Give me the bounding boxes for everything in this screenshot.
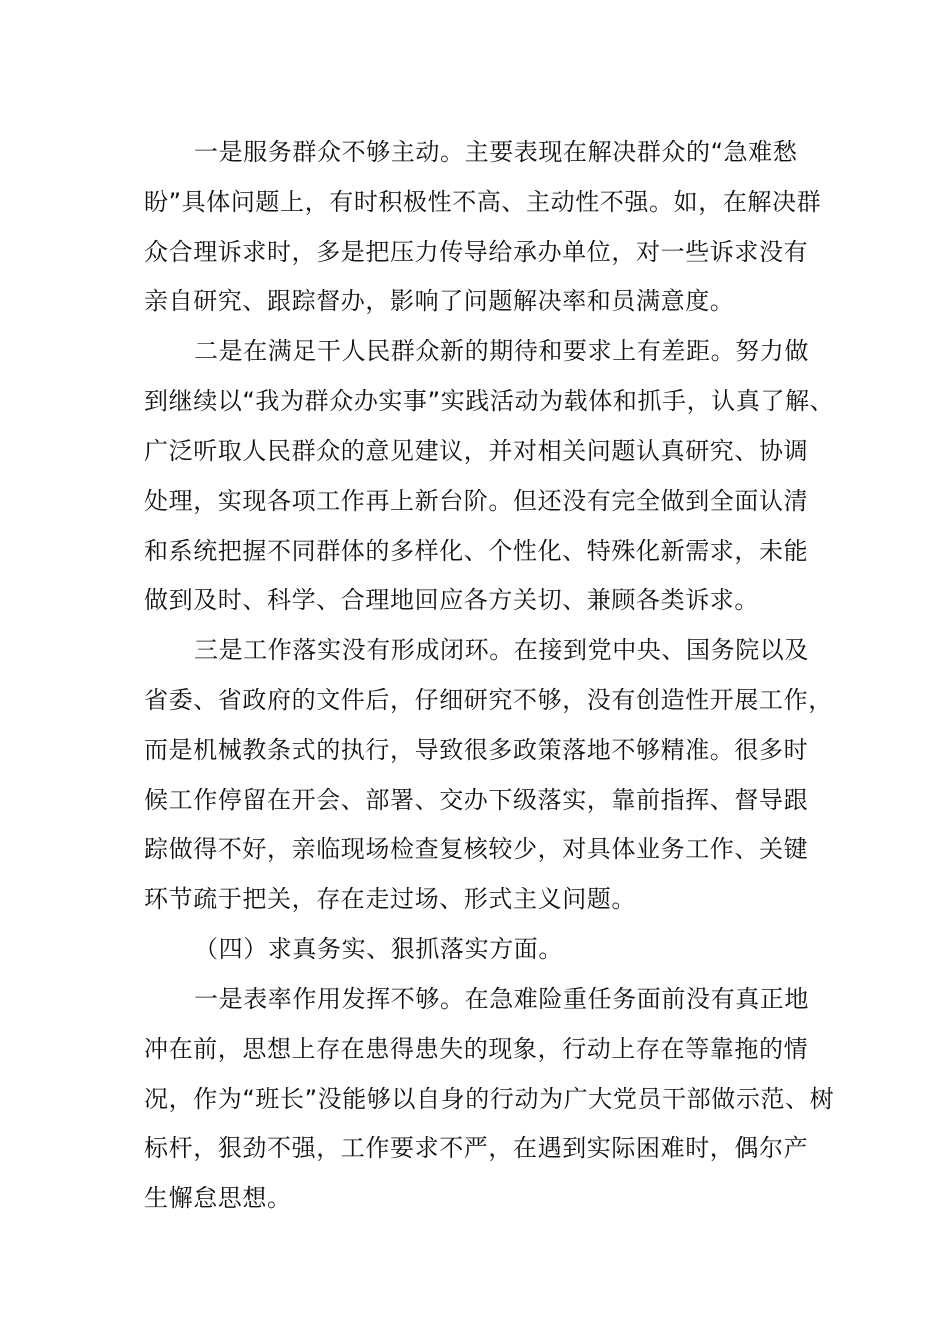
paragraph-line: 二是在满足干人民群众新的期待和要求上有差距。努力做 (194, 337, 809, 365)
paragraph-line: 踪做得不好，亲临现场检查复核较少，对具体业务工作、关键 (144, 835, 809, 863)
paragraph-line: 处理，实现各项工作再上新台阶。但还没有完全做到全面认清 (144, 487, 809, 515)
section-heading: （四）求真务实、狠抓落实方面。 (194, 935, 563, 963)
paragraph-line: 和系统把握不同群体的多样化、个性化、特殊化新需求，未能 (144, 537, 809, 565)
paragraph-line: 冲在前，思想上存在患得患失的现象，行动上存在等靠拖的情 (144, 1035, 809, 1063)
paragraph-line: 一是服务群众不够主动。主要表现在解决群众的“急难愁 (194, 138, 798, 166)
paragraph-line: 环节疏于把关，存在走过场、形式主义问题。 (144, 885, 636, 913)
paragraph-line: 标杆，狠劲不强，工作要求不严，在遇到实际困难时，偶尔产 (144, 1134, 809, 1162)
paragraph-line: 况，作为“班长”没能够以自身的行动为广大党员干部做示范、树 (144, 1085, 835, 1113)
paragraph-line: 亲自研究、跟踪督办，影响了问题解决率和员满意度。 (144, 287, 735, 315)
paragraph-line: 生懈怠思想。 (144, 1184, 292, 1212)
paragraph-line: 做到及时、科学、合理地回应各方关切、兼顾各类诉求。 (144, 586, 759, 614)
paragraph-line: 一是表率作用发挥不够。在急难险重任务面前没有真正地 (194, 985, 809, 1013)
paragraph-line: 而是机械教条式的执行，导致很多政策落地不够精准。很多时 (144, 736, 809, 764)
paragraph-line: 到继续以“我为群众办实事”实践活动为载体和抓手，认真了解、 (144, 387, 835, 415)
paragraph-line: 省委、省政府的文件后，仔细研究不够，没有创造性开展工作， (144, 686, 833, 714)
paragraph-line: 盼”具体问题上，有时积极性不高、主动性不强。如，在解决群 (144, 188, 822, 216)
paragraph-line: 候工作停留在开会、部署、交办下级落实，靠前指挥、督导跟 (144, 786, 809, 814)
paragraph-line: 广泛听取人民群众的意见建议，并对相关问题认真研究、协调 (144, 437, 809, 465)
paragraph-line: 众合理诉求时，多是把压力传导给承办单位，对一些诉求没有 (144, 238, 809, 266)
paragraph-line: 三是工作落实没有形成闭环。在接到党中央、国务院以及 (194, 636, 809, 664)
